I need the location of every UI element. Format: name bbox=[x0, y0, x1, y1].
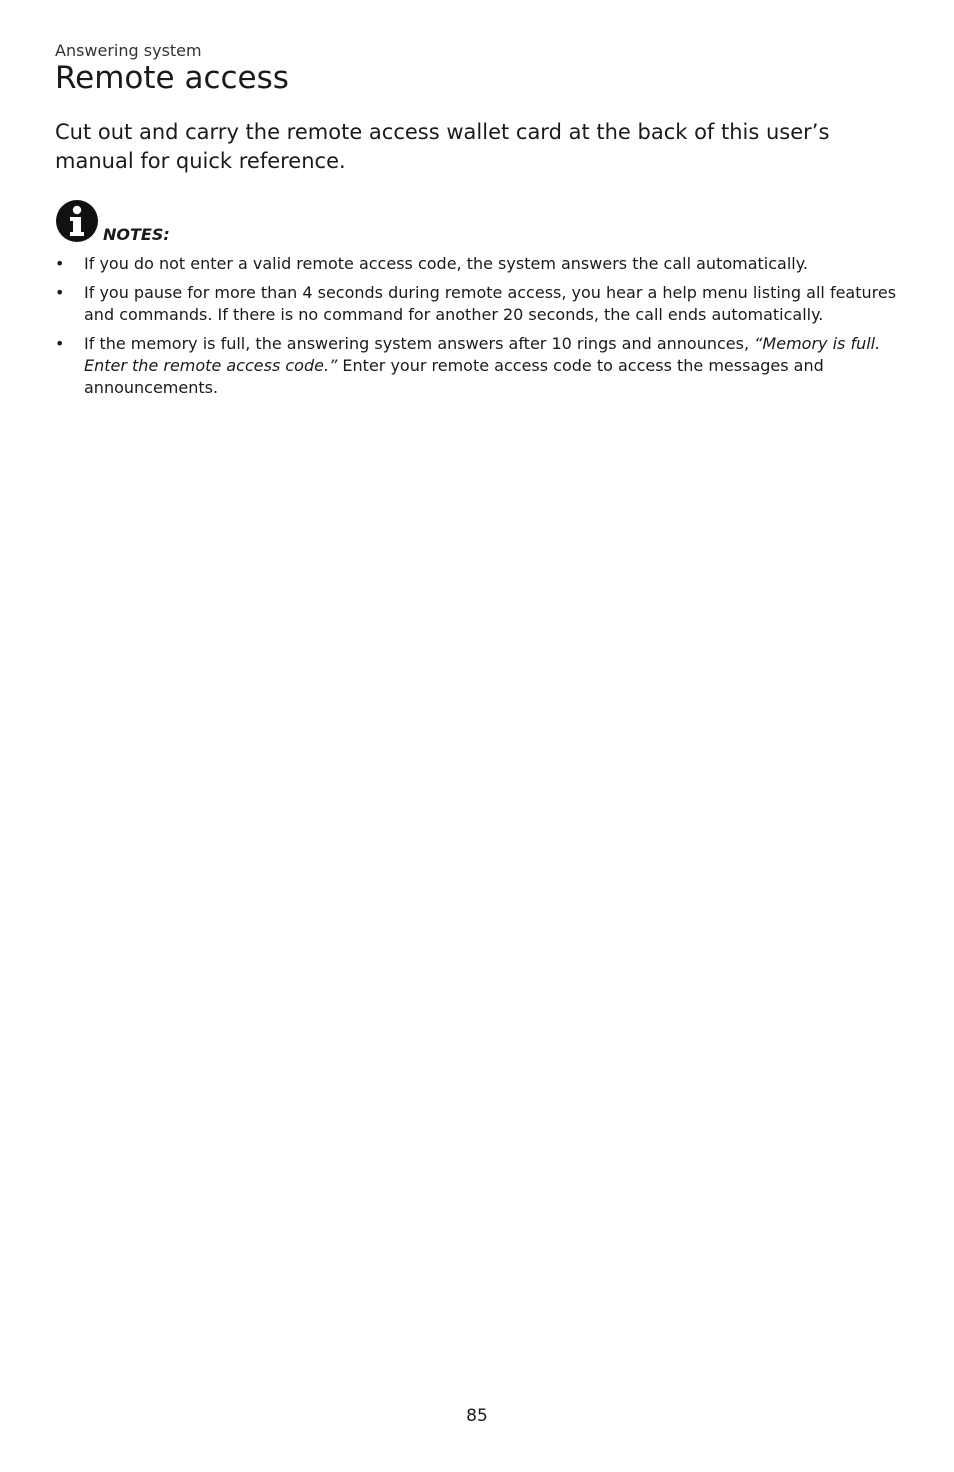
list-item bbox=[55, 282, 905, 326]
info-icon bbox=[55, 199, 99, 243]
notes-list bbox=[55, 253, 905, 406]
note-text-before: If the memory is full, the answering system answers after 10 rings and announces, bbox=[84, 334, 755, 353]
note-text: If you pause for more than 4 seconds during remote access, you hear a help menu listing all features and commands. If there is no command for another 20 seconds, the call ends automatically. bbox=[84, 283, 897, 324]
page-title: Remote access bbox=[55, 60, 289, 96]
bullet: • bbox=[55, 283, 65, 302]
bullet: • bbox=[55, 334, 65, 353]
bullet: • bbox=[55, 254, 65, 273]
intro-paragraph: Cut out and carry the remote access wallet card at the back of this user’s manual for quick reference. bbox=[55, 120, 830, 173]
note-quote: “Memory is full. Enter the remote access code.” bbox=[84, 334, 881, 375]
page-number: 85 bbox=[466, 1406, 488, 1426]
note-text-after: Enter your remote access code to access the messages and announcements. bbox=[84, 356, 824, 397]
list-item bbox=[55, 253, 905, 275]
notes-header bbox=[55, 199, 170, 243]
list-item bbox=[55, 333, 905, 399]
note-text: If you do not enter a valid remote access code, the system answers the call automatically. bbox=[84, 254, 808, 273]
note-text bbox=[84, 334, 880, 397]
section-label: Answering system bbox=[55, 41, 202, 60]
notes-label: NOTES: bbox=[103, 225, 170, 244]
